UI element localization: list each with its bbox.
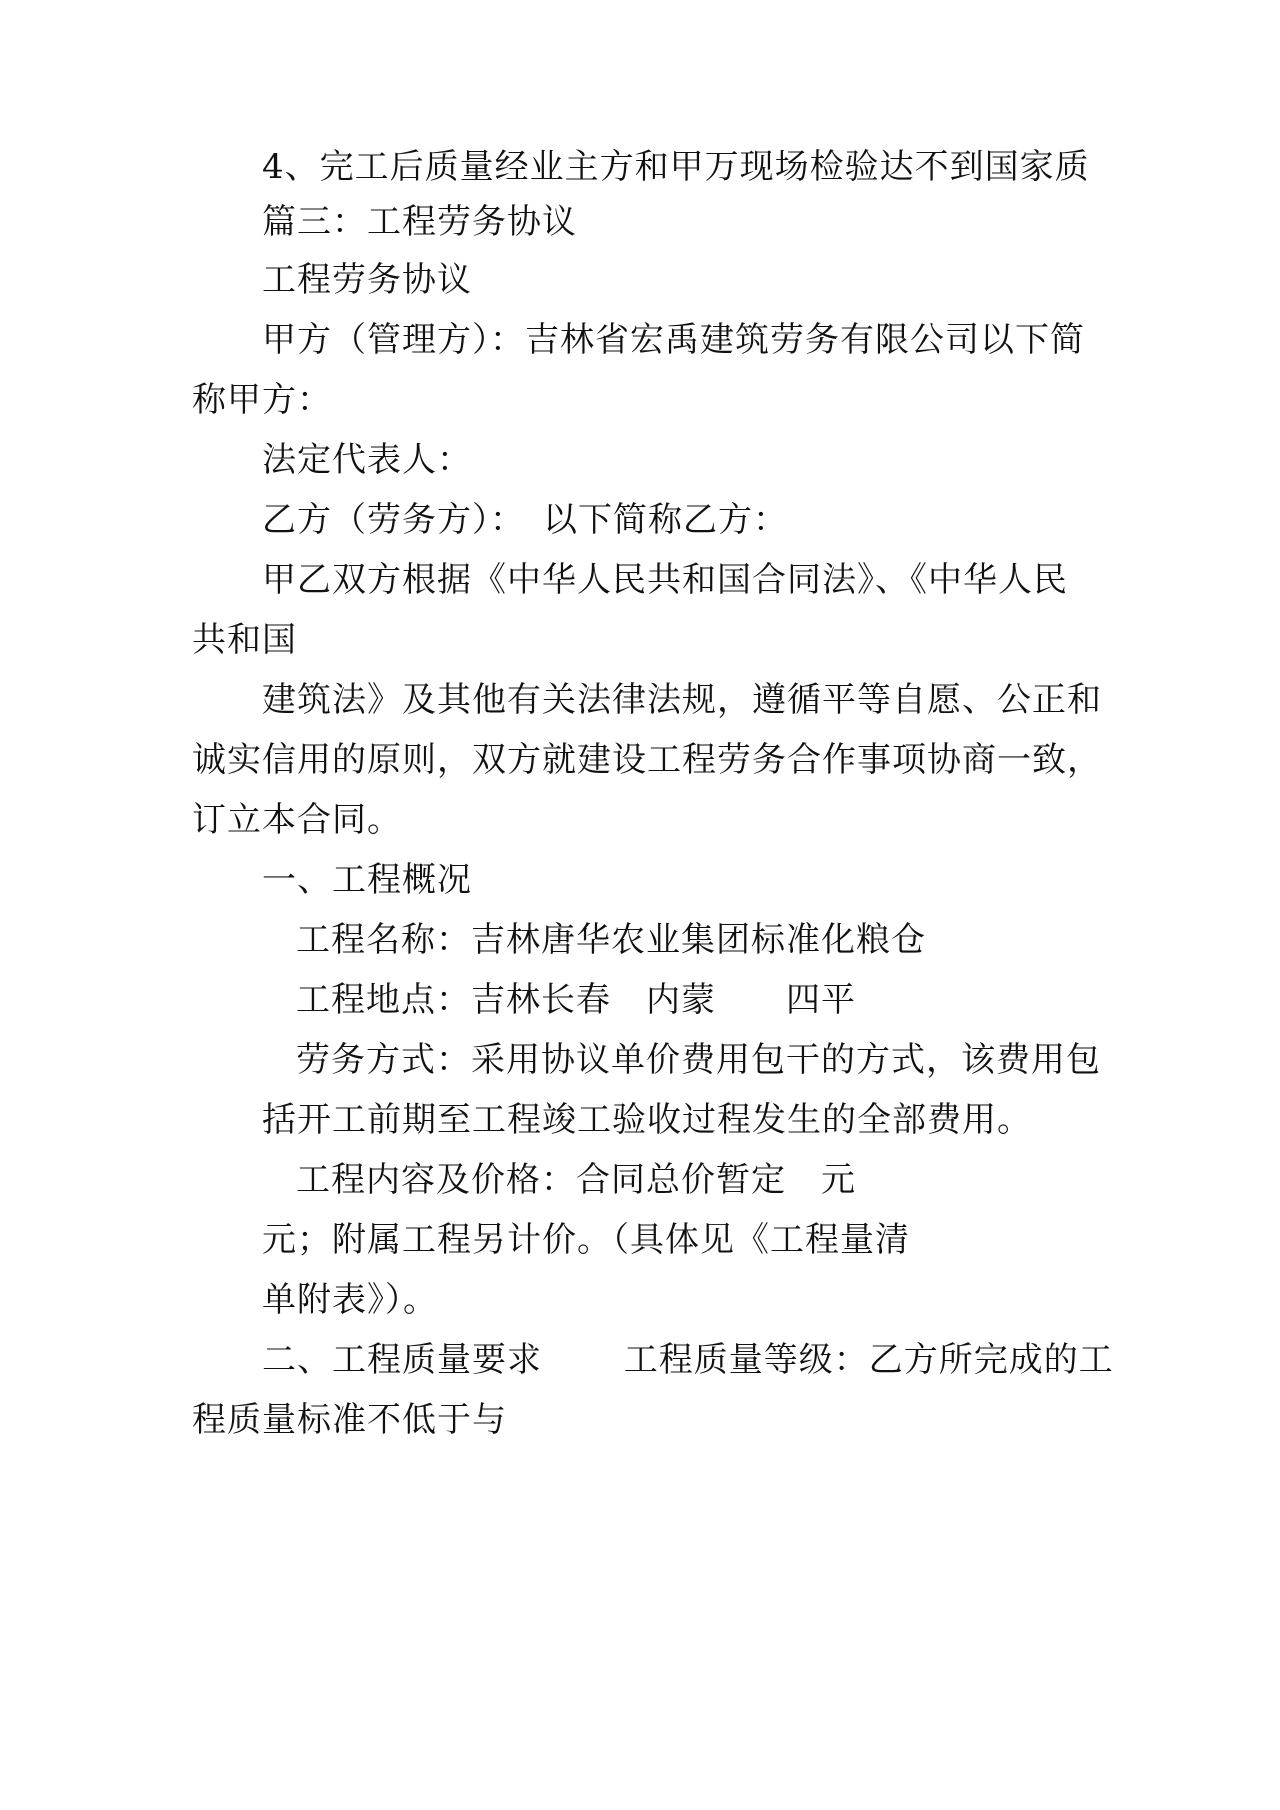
party-a-line: 甲方（管理方）：吉林省宏禹建筑劳务有限公司以下简 xyxy=(262,320,1085,360)
project-name-line: 工程名称：吉林唐华农业集团标准化粮仓 xyxy=(296,920,926,960)
preamble-line-3: 建筑法》及其他有关法律法规，遵循平等自愿、公正和 xyxy=(262,680,1102,720)
legal-representative-line: 法定代表人： xyxy=(262,440,472,480)
labor-method-line-2: 括开工前期至工程竣工验收过程发生的全部费用。 xyxy=(262,1100,1032,1140)
preamble-line-5: 订立本合同。 xyxy=(192,800,402,840)
content-price-line-2: 元；附属工程另计价。（具体见《工程量清 xyxy=(262,1220,910,1260)
section-one-heading: 一、工程概况 xyxy=(262,860,472,900)
text-line-1: 4、完工后质量经业主方和甲万现场检验达不到国家质 xyxy=(262,147,1090,187)
content-price-line-1: 工程内容及价格：合同总价暂定 元 xyxy=(296,1160,856,1200)
section-two-line-2: 程质量标准不低于与 xyxy=(192,1400,507,1440)
labor-method-line-1: 劳务方式：采用协议单价费用包干的方式，该费用包 xyxy=(296,1040,1101,1080)
preamble-line-4: 诚实信用的原则，双方就建设工程劳务合作事项协商一致， xyxy=(192,740,1102,780)
party-a-line-continued: 称甲方： xyxy=(192,380,332,420)
preamble-line-2: 共和国 xyxy=(192,620,297,660)
section-two-line-1: 二、工程质量要求 工程质量等级：乙方所完成的工 xyxy=(262,1340,1114,1380)
preamble-line-1: 甲乙双方根据《中华人民共和国合同法》、《中华人民 xyxy=(262,560,1068,600)
section-heading-part-three: 篇三：工程劳务协议 xyxy=(262,202,577,242)
content-price-line-3: 单附表》）。 xyxy=(262,1280,438,1320)
document-title: 工程劳务协议 xyxy=(262,260,472,300)
project-location-line: 工程地点：吉林长春 内蒙 四平 xyxy=(296,980,856,1020)
party-b-line: 乙方（劳务方）： 以下简称乙方： xyxy=(262,500,788,540)
